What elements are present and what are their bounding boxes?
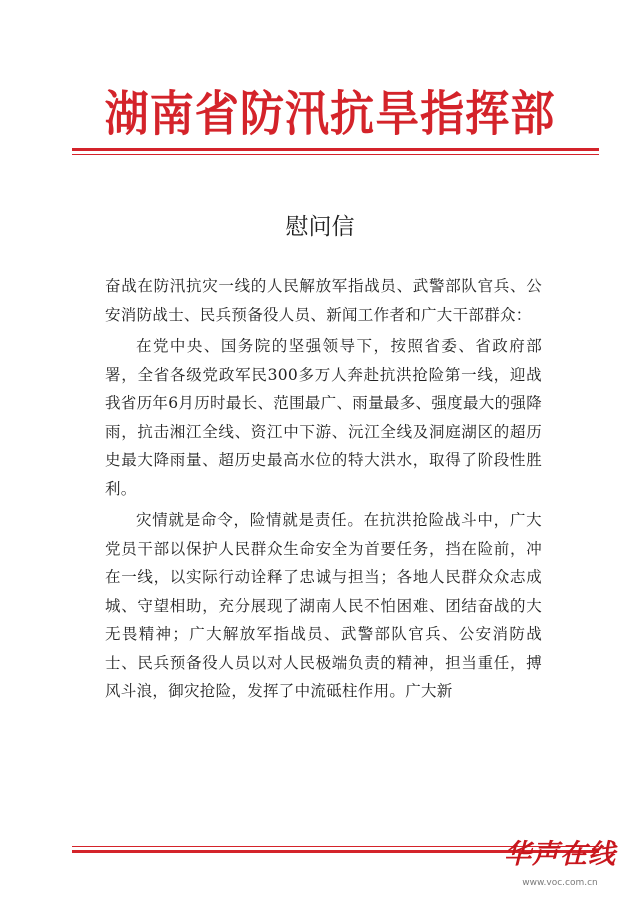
header-divider <box>72 148 599 155</box>
document-title: 慰问信 <box>285 214 355 240</box>
salutation: 奋战在防汛抗灾一线的人民解放军指战员、武警部队官兵、公安消防战士、民兵预备役人员、新闻工作者和广大干部群众： <box>105 277 542 324</box>
voc-watermark <box>490 838 630 898</box>
watermark-logo: 华声在线 <box>504 839 616 870</box>
watermark-url: www.voc.com.cn <box>522 878 598 888</box>
paragraph-2: 灾情就是命令，险情就是责任。在抗洪抢险战斗中，广大党员干部以保护人民群众生命安全为首要任务，挡在险前，冲在一线，以实际行动诠释了忠诚与担当；各地人民群众众志成城、守望相助，充分展现了湖南人民不怕困难、团结奋战的大无畏精神；广大解放军指战员、武警部队官兵、公安消防战士、民兵预备役人员以对人民极端负责的精神，担当重任，搏风斗浪，御灾抢险，发挥了中流砥柱作用。广大新 <box>105 511 542 700</box>
letter-body <box>105 272 542 709</box>
paragraph-1: 在党中央、国务院的坚强领导下，按照省委、省政府部署，全省各级党政军民300多万人奔赴抗洪抢险第一线，迎战我省历年6月历时最长、范围最广、雨量最多、强度最大的强降雨，抗击湘江全线、资江中下游、沅江全线及洞庭湖区的超历史最大降雨量、超历史最高水位的特大洪水，取得了阶段性胜利。 <box>105 337 542 498</box>
organization-header: 湖南省防汛抗旱指挥部 <box>104 86 556 142</box>
